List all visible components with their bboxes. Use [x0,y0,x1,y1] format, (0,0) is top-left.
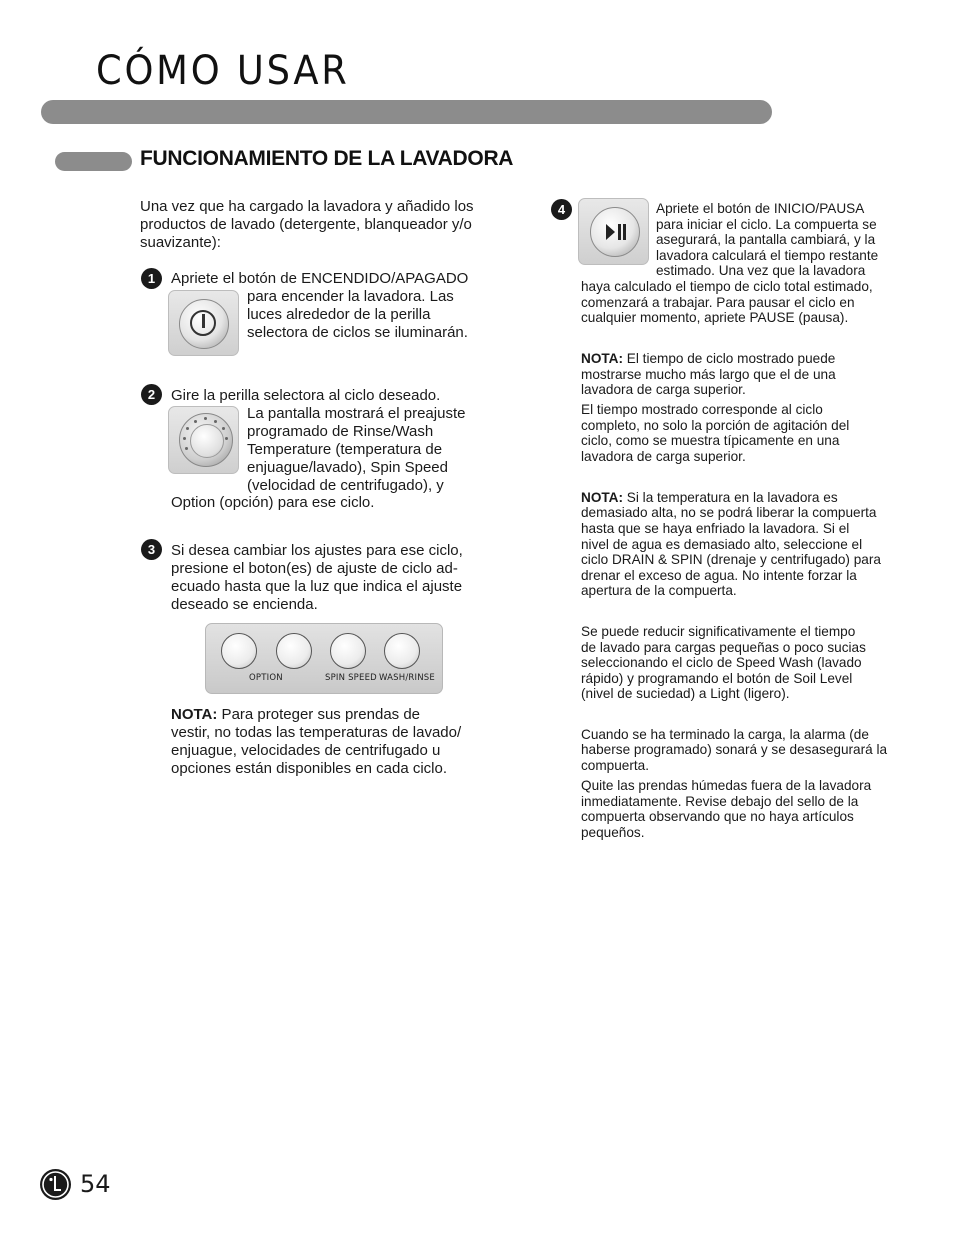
note-4-line-3: seleccionando el ciclo de Speed Wash (lavado [581,655,862,670]
option-button-icon [276,633,312,669]
start-pause-button-icon [590,207,640,257]
note-text: Para proteger sus prendas de [217,706,421,723]
note-5-line-3: compuerta. [581,758,650,773]
power-button-image [168,290,239,356]
panel-label-wash-rinse: WASH/RINSE [379,673,435,683]
note-2-line-2: completo, no solo la porción de agitación del [581,418,850,433]
dial-image [168,406,239,474]
note-2-line-4: lavadora de carga superior. [581,449,746,464]
step-1-number: 1 [141,268,162,289]
spin-speed-button-icon [330,633,366,669]
step-1-line-1: Apriete el botón de ENCENDIDO/APAGADO [171,270,469,287]
section-pill [55,152,132,171]
step-4-line-5: estimado. Una vez que la lavadora [656,263,866,278]
step-3-line-2: presione el boton(es) de ajuste de ciclo ad- [171,560,458,577]
page-number: 54 [80,1170,111,1198]
note-1-line-3: lavadora de carga superior. [581,382,746,397]
note-3-line-4: nivel de agua es demasiado alto, seleccione el [581,537,863,552]
wash-rinse-button-icon [384,633,420,669]
note-4-line-4: rápido) y programando el botón de Soil Level [581,671,853,686]
step-3-note-line-3: enjuague, velocidades de centrifugado u [171,742,441,759]
option-panel-image [205,623,443,694]
note-label: NOTA: [581,351,624,366]
step-3-line-3: ecuado hasta que la luz que indica el ajuste [171,578,463,595]
note-6-line-2: inmediatamente. Revise debajo del sello de la [581,794,859,809]
note-3-line-1: NOTA: Si la temperatura en la lavadora es [581,490,838,505]
panel-label-spin-speed: SPIN SPEED [325,673,377,683]
note-1-line-2: mostrarse mucho más largo que el de una [581,367,836,382]
step-4-line-2: para iniciar el ciclo. La compuerta se [656,217,877,232]
step-2-line-7: Option (opción) para ese ciclo. [171,494,375,511]
power-button-icon [179,299,229,349]
lg-logo-icon [40,1169,71,1200]
step-2-line-6: (velocidad de centrifugado), y [247,477,444,494]
step-4-line-1: Apriete el botón de INICIO/PAUSA [656,201,865,216]
note-5-line-1: Cuando se ha terminado la carga, la alarma (de [581,727,869,742]
note-3-line-3: hasta que se haya enfriado la lavadora. Si el [581,521,850,536]
panel-label-option: OPTION [249,673,283,683]
note-3-line-6: drenar el exceso de agua. No intente forzar la [581,568,857,583]
step-3-note-line-4: opciones están disponibles en cada ciclo. [171,760,448,777]
step-3-note-line-2: vestir, no todas las temperaturas de lavado/ [171,724,462,741]
note-1-line-1: NOTA: El tiempo de ciclo mostrado puede [581,351,836,366]
step-4-line-3: asegurará, la pantalla cambiará, y la [656,232,876,247]
cycle-selector-dial-icon [179,413,233,467]
step-1-line-2: para encender la lavadora. Las [247,288,454,305]
note-3-line-5: ciclo DRAIN & SPIN (drenaje y centrifugado) para [581,552,881,567]
step-4-line-8: cualquier momento, apriete PAUSE (pausa). [581,310,849,325]
step-2-line-4: Temperature (temperatura de [247,441,443,458]
note-6-line-4: pequeños. [581,825,645,840]
step-3-number: 3 [141,539,162,560]
step-4-line-6: haya calculado el tiempo de ciclo total estimado, [581,279,873,294]
note-5-line-2: haberse programado) sonará y se desasegurará la [581,742,888,757]
step-2-line-1: Gire la perilla selectora al ciclo deseado. [171,387,441,404]
note-4-line-2: de lavado para cargas pequeñas o poco sucias [581,640,866,655]
step-4-line-7: comenzará a trabajar. Para pausar el ciclo en [581,295,855,310]
step-2-line-3: programado de Rinse/Wash [247,423,434,440]
step-2-line-5: enjuague/lavado), Spin Speed [247,459,448,476]
intro-text: Una vez que ha cargado la lavadora y añadido los productos de lavado (detergente, blanqueador y/o suavizante): [140,198,474,251]
note-2-line-1: El tiempo mostrado corresponde al ciclo [581,402,823,417]
step-3-line-4: deseado se encienda. [171,596,318,613]
step-4-line-4: lavadora calculará el tiempo restante [656,248,879,263]
step-4-number: 4 [551,199,572,220]
section-heading: FUNCIONAMIENTO DE LA LAVADORA [140,147,514,170]
note-4-line-5: (nivel de suciedad) a Light (ligero). [581,686,790,701]
step-3-note-line-1 [171,706,420,724]
step-1-line-4: selectora de ciclos se iluminarán. [247,324,468,341]
start-pause-image [578,198,649,265]
note-3-line-7: apertura de la compuerta. [581,583,737,598]
note-3-line-2: demasiado alta, no se podrá liberar la compuerta [581,505,877,520]
note-4-line-1: Se puede reducir significativamente el tiempo [581,624,856,639]
note-2-line-3: ciclo, como se muestra típicamente en una [581,433,840,448]
option-button-icon [221,633,257,669]
step-1-line-3: luces alrededor de la perilla [247,306,431,323]
note-label: NOTA: [171,706,218,723]
note-6-line-3: compuerta observando que no haya artículos [581,809,854,824]
note-6-line-1: Quite las prendas húmedas fuera de la lavadora [581,778,872,793]
note-label: NOTA: [581,490,624,505]
page-title: CÓMO USAR [96,48,350,94]
step-2-line-2: La pantalla mostrará el preajuste [247,405,466,422]
title-bar [41,100,772,124]
step-2-number: 2 [141,384,162,405]
step-3-line-1: Si desea cambiar los ajustes para ese ciclo, [171,542,463,559]
